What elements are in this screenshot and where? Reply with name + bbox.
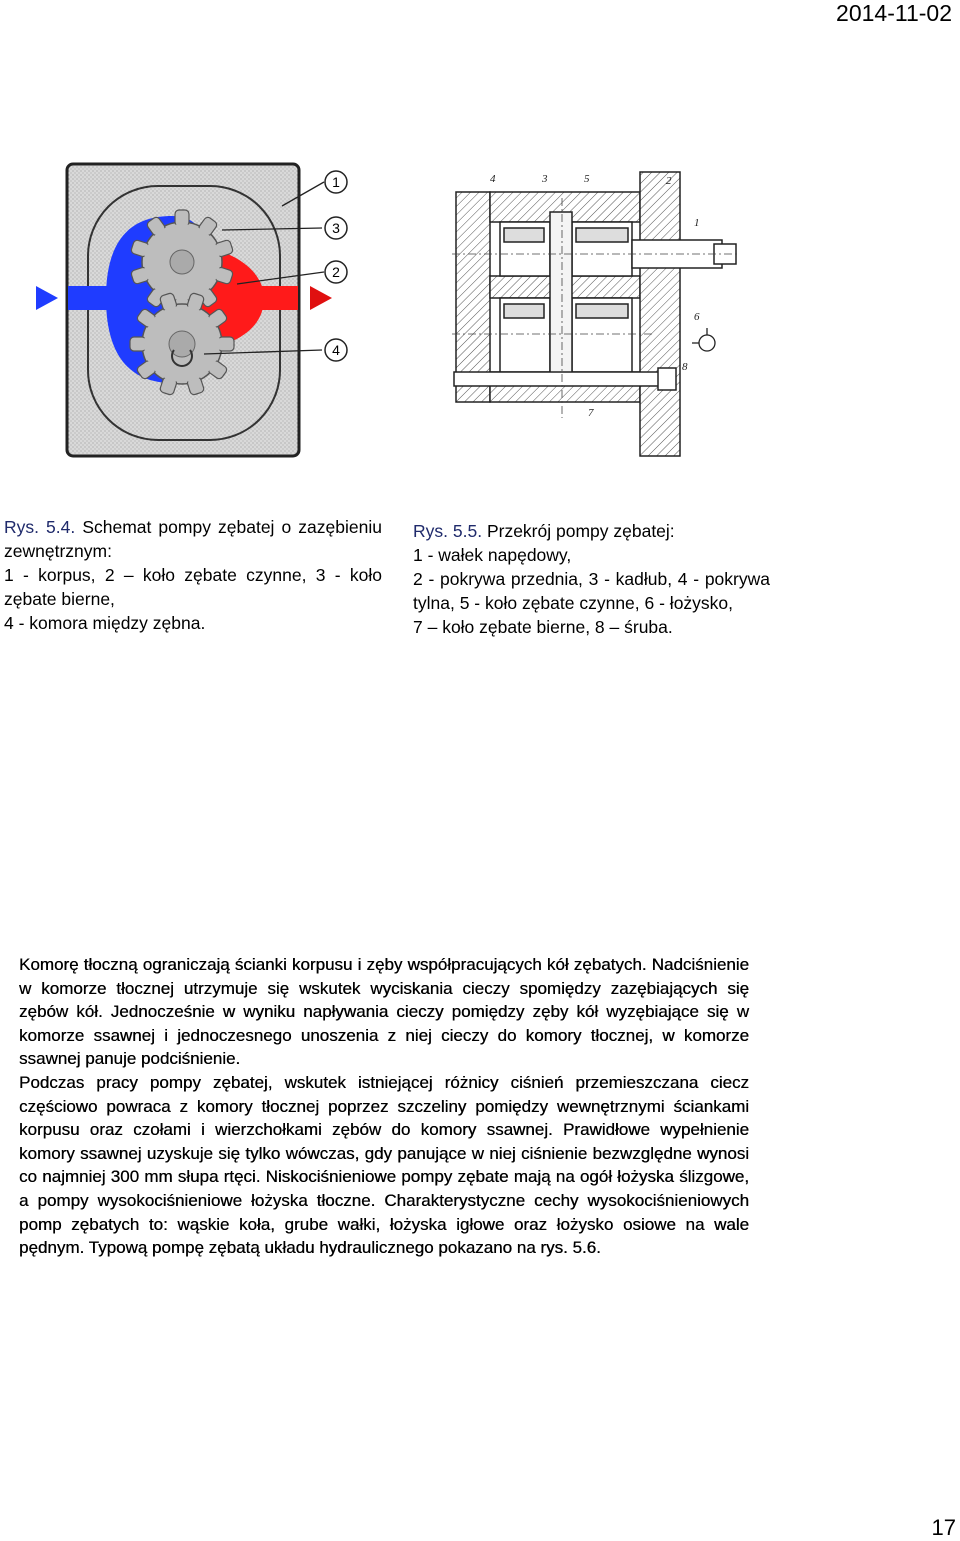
- callout-label: 7: [588, 407, 594, 419]
- callout-label: 1: [694, 217, 700, 229]
- outlet-arrow-icon: [310, 286, 332, 310]
- callout-label: 6: [694, 311, 700, 323]
- caption-line: 1 - wałek napędowy,: [413, 545, 572, 565]
- figure-54-caption: [4, 515, 382, 635]
- callout-label: 3: [542, 173, 548, 185]
- caption-title: Przekrój pompy zębatej:: [486, 521, 675, 541]
- callout-label: 2: [666, 175, 672, 187]
- callout-label: 1: [332, 174, 340, 190]
- figure-number: Rys. 5.4.: [4, 517, 76, 537]
- paragraph: Komorę tłoczną ograniczają ścianki korpusu i zęby współpracujących kół zębatych. Nadciśnienie w komorze tłocznej utrzymuje się wskutek wyciskania cieczy spomiędzy zazębiających się zębów kół. Jednocześnie w wyniku napływania cieczy pomiędzy zęby kół wyzębiające się w komorze ssawnej i jednoczesnego unoszenia z niej cieczy do komory tłocznej, w komorze ssawnej panuje podciśnienie.: [19, 955, 749, 1069]
- callout-label: 8: [682, 361, 688, 373]
- caption-line: 4 - komora między zębna.: [4, 613, 206, 633]
- callout-label: 2: [332, 264, 340, 280]
- caption-line: 7 – koło zębate bierne, 8 – śruba.: [413, 617, 673, 637]
- pressure-gauge-icon: [692, 328, 715, 351]
- body-text: [19, 953, 749, 1260]
- caption-line: 1 - korpus, 2 – koło zębate czynne, 3 - koło zębate bierne,: [4, 565, 382, 609]
- figure-55-caption: [413, 519, 770, 639]
- paragraph: Podczas pracy pompy zębatej, wskutek istniejącej różnicy ciśnień przemieszczana ciecz częściowo powraca z komory tłocznej poprzez szczeliny pomiędzy wewnętrznymi ściankami korpusu oraz czołami i wierzchołkami zębów do komory ssawnej. Prawidłowe wypełnienie komory ssawnej uzyskuje się tylko wówczas, gdy panujące w niej ciśnienie bezwzględne wynosi co najmniej 300 mm słupa rtęci. Niskociśnieniowe pompy zębate mają na ogół łożyska ślizgowe, a pompy wysokociśnieniowe łożyska tłoczne. Charakterystyczne cechy wysokociśnieniowych pomp zębatych to: wąskie koła, grube wałki, łożyska igłowe oraz łożysko osiowe na wale pędnym. Typową pompę zębatą układu hydraulicznego pokazano na rys. 5.6.: [19, 1072, 749, 1258]
- inlet-arrow-icon: [36, 286, 58, 310]
- callout-label: 4: [332, 342, 340, 358]
- callout-label: 4: [490, 173, 496, 185]
- caption-title: Schemat pompy zębatej o zazębieniu zewnętrznym:: [4, 517, 382, 561]
- caption-line: 2 - pokrywa przednia, 3 - kadłub, 4 - pokrywa tylna, 5 - koło zębate czynne, 6 - łożysko,: [413, 569, 770, 613]
- gear-pump-cross-section-figure: [452, 168, 742, 460]
- callout-label: 3: [332, 220, 340, 236]
- page-number: 17: [931, 1515, 956, 1540]
- figure-number: Rys. 5.5.: [413, 521, 483, 541]
- callout-label: 5: [584, 173, 590, 185]
- gear-pump-schematic-figure: [32, 158, 362, 466]
- page-date: 2014-11-02: [836, 0, 952, 26]
